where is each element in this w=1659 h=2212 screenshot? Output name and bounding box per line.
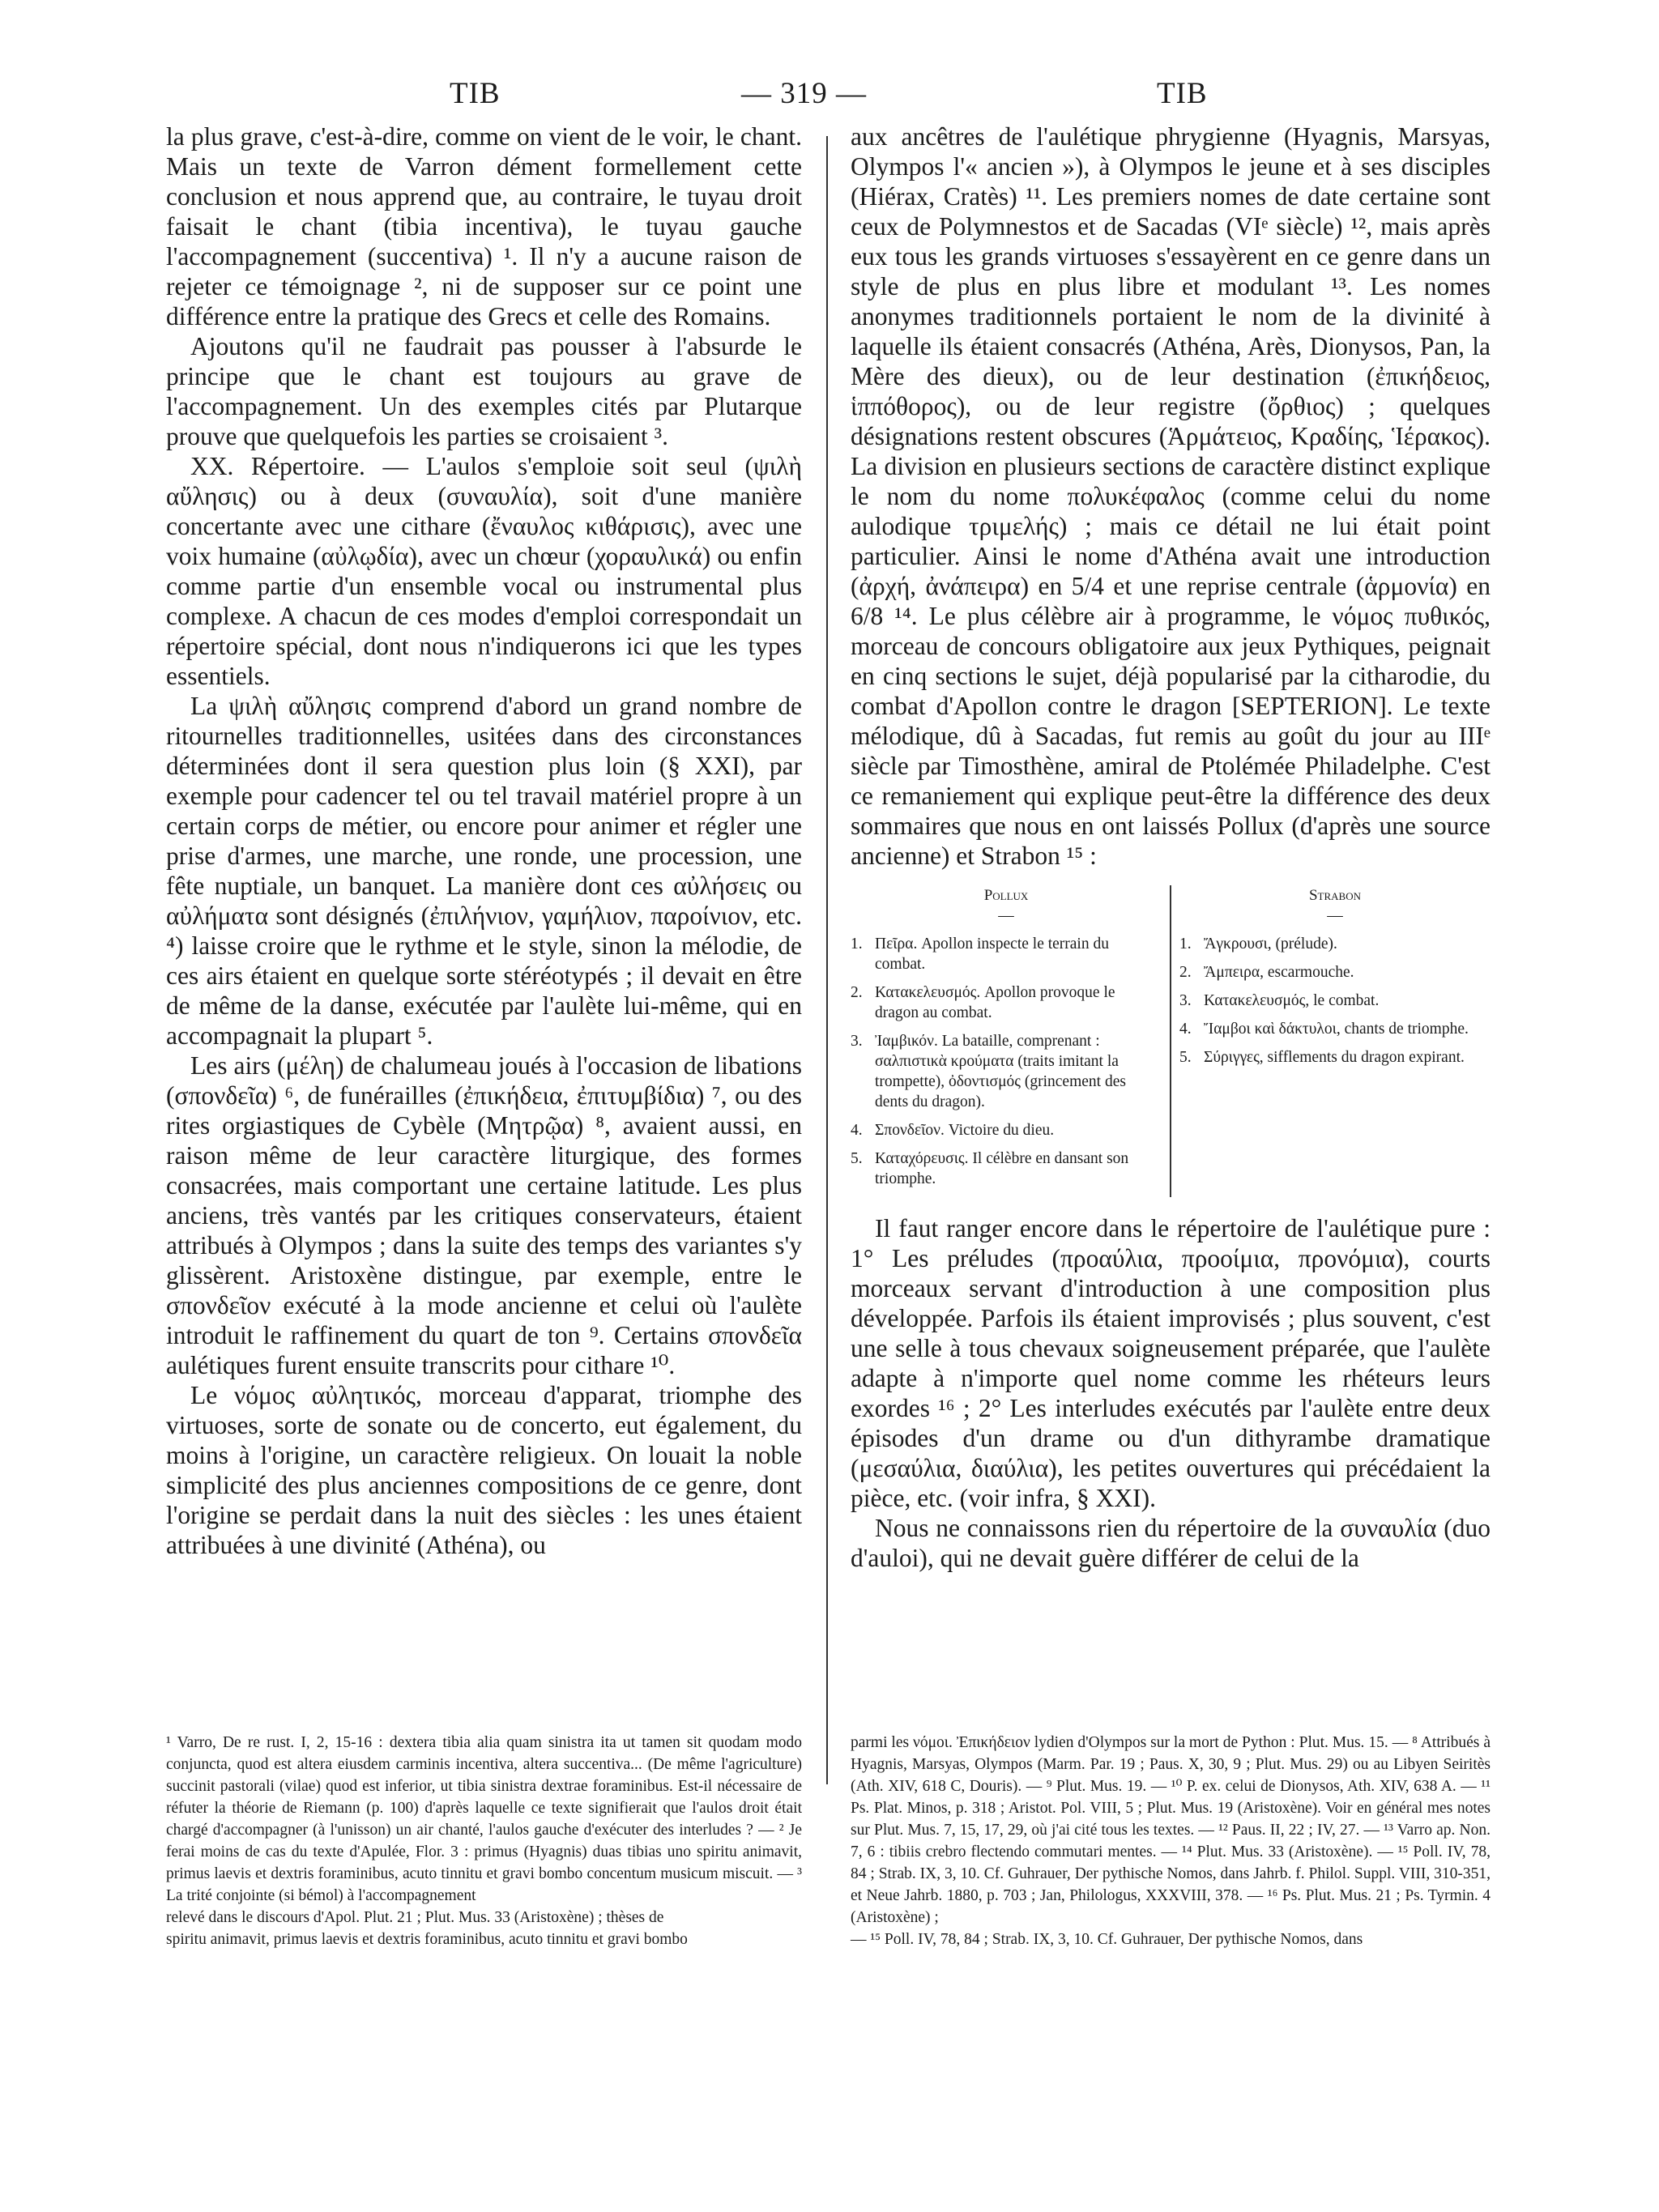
footnote: parmi les νόμοι. Ἐπικήδειον lydien d'Olympos sur la mort de Python : Plut. Mus. 15. — ⁸ Attribués à Hyagnis, Marsyas, Olympos (Marm. Par. 19 ; Paus. X, 30, 9 ; Plut. Mus. 29) ou au Libyen Seiritès (Ath. XIV, 618 C, Douris). — ⁹ Plut. Mus. 19. — ¹⁰ P. ex. celui de Dionysos, Ath. XIV, 638 A. — ¹¹ Ps. Plat. Minos, p. 318 ; Aristot. Pol. VIII, 5 ; Plut. Mus. 19 (Aristoxène). Voir en général mes notes sur Plut. Mus. 7, 15, 17, 29, où j'ai cité tous les textes. — ¹² Paus. II, 22 ; IV, 27. — ¹³ Varro ap. Non. 7, 6 : tibiis crebro flectendo commutari mentes. — ¹⁴ Plut. Mus. 33 (Aristoxène). — ¹⁵ Poll. IV, 78, 84 ; Strab. IX, 3, 10. Cf. Guhrauer, Der pythische Nomos, dans Jahrb. f. Philol. Suppl. VIII, 310-351, et Neue Jahrb. 1880, p. 703 ; Jan, Philologus, XXXVIII, 378. — ¹⁶ Ps. Plut. Mus. 21 ; Ps. Tyrmin. 4 (Aristoxène) ;	[851, 1734, 1491, 1926]
row-text: Κατακελευσμός. Apollon provoque le dragon au combat.	[875, 984, 1115, 1021]
heading-dash: —	[998, 907, 1014, 924]
row-text: Πεῖρα. Apollon inspecte le terrain du combat.	[875, 936, 1109, 973]
paragraph: aux ancêtres de l'aulétique phrygienne (Hyagnis, Marsyas, Olympos l'« ancien »), à Olympos le jeune et à ses disciples (Hiérax, Cratès) ¹¹. Les premiers nomes de date certaine sont ceux de Polymnestos et de Sacadas (VIᵉ siècle) ¹², mais après eux tous les grands virtuoses s'essayèrent en ce genre dans un style de plus en plus libre et modulant ¹³. Les nomes anonymes traditionnels portaient le nom de la divinité à laquelle ils étaient consacrés (Athéna, Arès, Dionysos, Pan, la Mère des dieux), ou de leur destination (ἐπικήδειος, ἱππόθορος), ou de leur registre (ὄρθιος) ; quelques désignations restent obscures (Ἁρμάτειος, Κραδίης, Ἱέρακος). La division en plusieurs sections de caractère distinct explique le nom du nome πολυκέφαλος (comme celui du nome aulodique τριμελής) ; mais ce détail ne lui était point particulier. Ainsi le nome d'Athéna avait une introduction (ἀρχή, ἀνάπειρα) en 5/4 et une reprise centrale (ἁρμονία) en 6/8 ¹⁴. Le plus célèbre air à programme, le νόμος πυθικός, morceau de concours obligatoire aux jeux Pythiques, peignait en cinq sections le sujet, déjà popularisé par la citharodie, du combat d'Apollon contre le dragon [SEPTERION]. Le texte mélodique, dû à Sacadas, fut remis au goût du jour au IIIᵉ siècle par Timosthène, amiral de Ptolémée Philadelphe. C'est ce remaniement qui explique peut-être la différence des deux sommaires que nous en ont laissés Pollux (d'après une source ancienne) et Strabon ¹⁵ :	[851, 122, 1491, 870]
row-number: 3.	[851, 1033, 863, 1050]
page-number: — 319 —	[741, 77, 867, 110]
row-number: 4.	[1179, 1021, 1192, 1038]
row-number: 5.	[1179, 1049, 1192, 1066]
row-text: Σύριγγες, sifflements du dragon expirant.	[1204, 1049, 1465, 1066]
table-row	[1179, 991, 1491, 1011]
row-number: 1.	[851, 936, 863, 953]
paragraph: Il faut ranger encore dans le répertoire de l'aulétique pure : 1° Les préludes (προαύλια, προοίμια, προνόμια), courts morceaux servant d'introduction à une composition plus développée. Parfois ils étaient improvisés ; plus souvent, c'est une selle à tous chevaux soigneusement préparée, que l'aulète adapte à n'importe quel nome comme les rhéteurs leurs exordes ¹⁶ ; 2° Les interludes exécutés par l'aulète entre deux épisodes d'un drame ou d'un dithyrambe dramatique (μεσαύλια, διαύλια), les petites ouvertures qui précédaient la pièce, etc. (voir infra, § XXI).	[851, 1214, 1491, 1512]
table-row	[1179, 962, 1491, 982]
paragraph: Le νόμος αὐλητικός, morceau d'apparat, triomphe des virtuoses, sorte de sonate ou de concerto, eut également, du moins à l'origine, un caractère religieux. On louait la noble simplicité des plus anciennes compositions de ce genre, dont l'origine se perdait dans la nuit des siècles : les unes étaient attribuées à une divinité (Athéna), ou	[166, 1381, 802, 1559]
footnotes-left	[166, 1732, 802, 1950]
table-row	[1179, 1047, 1491, 1068]
row-number: 3.	[1179, 992, 1192, 1009]
section-heading-paragraph: XX. Répertoire. — L'aulos s'emploie soit seul (ψιλὴ αὔλησις) ou à deux (συναυλία), soit d'une manière concertante avec une cithare (ἔναυλος κιθάρισις), avec une voix humaine (αὐλῳδία), avec un chœur (χοραυλικά) ou enfin comme partie d'un ensemble vocal ou instrumental plus complexe. A chacun de ces modes d'emploi correspondait un répertoire spécial, dont nous n'indiquerons ici que les types essentiels.	[166, 452, 802, 690]
strabon-heading: Strabon	[1308, 887, 1361, 904]
row-text: Ἄγκρουσι, (prélude).	[1204, 936, 1337, 953]
row-text: Ἴαμβοι καὶ δάκτυλοι, chants de triomphe.	[1204, 1021, 1469, 1038]
running-head-left: TIB	[450, 77, 501, 110]
paragraph: La ψιλὴ αὔλησις comprend d'abord un grand nombre de ritournelles traditionnelles, usitées dans des circonstances déterminées dont il sera question plus loin (§ XXI), par exemple pour cadencer tel ou tel travail matériel propre à un certain corps de métier, ou encore pour animer et régler une prise d'armes, une marche, une ronde, une procession, une fête nuptiale, un banquet. La manière dont ces αὐλήσεις ou αὐλήματα sont désignés (ἐπιλήνιον, γαμήλιον, παροίνιον, etc. ⁴) laisse croire que le rythme et le style, sinon la mélodie, de ces airs étaient en quelque sorte stéréotypés ; il devait en être de même de la danse, exécutée par l'aulète lui-même, qui en accompagnait la plupart ⁵.	[166, 692, 802, 1050]
table-row	[851, 1031, 1162, 1112]
paragraph: Nous ne connaissons rien du répertoire de la συναυλία (duo d'auloi), qui ne devait guère différer de celui de la	[851, 1514, 1491, 1572]
pollux-column	[851, 885, 1170, 1197]
footnote: — ¹⁵ Poll. IV, 78, 84 ; Strab. IX, 3, 10. Cf. Guhrauer, Der pythische Nomos, dans	[851, 1931, 1363, 1948]
row-number: 2.	[1179, 964, 1192, 981]
row-text: Ἄμπειρα, escarmouche.	[1204, 964, 1354, 981]
row-number: 1.	[1179, 936, 1192, 953]
table-row	[851, 934, 1162, 974]
paragraph: Les airs (μέλη) de chalumeau joués à l'occasion de libations (σπονδεῖα) ⁶, de funérailles (ἐπικήδεια, ἐπιτυμβίδια) ⁷, ou des rites orgiastiques de Cybèle (Μητρῷα) ⁸, avaient aussi, en raison même de leur caractère liturgique, des formes consacrées, mais comportant une certaine latitude. Les plus anciens, très vantés par les critiques conservateurs, étaient attribués à Olympos ; dans la suite des temps des variantes s'y glissèrent. Aristoxène distingue, par exemple, entre le σπονδεῖον exécuté à la mode ancienne et celui où l'aulète introduit le raffinement du quart de ton ⁹. Certains σπονδεῖα aulétiques furent ensuite transcrits pour cithare ¹⁰.	[166, 1051, 802, 1379]
table-row	[851, 1120, 1162, 1140]
column-divider	[826, 136, 828, 1784]
table-row	[1179, 934, 1491, 954]
right-column	[851, 121, 1491, 1573]
footnote: ¹ Varro, De re rust. I, 2, 15-16 : dextera tibia alia quam sinistra ita ut tamen sit quodam modo conjuncta, quod est altera eiusdem carminis incentiva, altera succentiva... (De même l'agriculture) succinit pastorali (vilae) quod est inferior, ut tibia sinistra dextrae foraminibus. Est-il nécessaire de réfuter la théorie de Riemann (p. 100) d'après laquelle ce texte signifierait que l'aulos droit était chargé d'accompagner (à l'unisson) un air chanté, l'aulos gauche d'exécuter des interludes ? — ² Je ferai moins de cas du texte d'Apulée, Flor. 3 : primus (Hyagnis) duas tibias uno spiritu animavit, primus laevis et dextris foraminibus, acuto tinnitu et gravi bombo concentum musicum miscuit. — ³ La trité conjointe (si bémol) à l'accompagnement	[166, 1734, 802, 1904]
row-text: Ἰαμβικόν. La bataille, comprenant : σαλπιστικὰ κρούματα (traits imitant la trompette), ὀδοντισμός (grincement des dents du dragon).	[875, 1033, 1126, 1110]
paragraph: Ajoutons qu'il ne faudrait pas pousser à l'absurde le principe que le chant est toujours au grave de l'accompagnement. Un des exemples cités par Plutarque prouve que quelquefois les parties se croisaient ³.	[166, 332, 802, 450]
table-row	[1179, 1019, 1491, 1039]
paragraph: la plus grave, c'est-à-dire, comme on vient de le voir, le chant. Mais un texte de Varron dément formellement cette conclusion et nous apprend que, au contraire, le tuyau droit faisait le chant (tibia incentiva), le tuyau gauche l'accompagnement (succentiva) ¹. Il n'y a aucune raison de rejeter ce témoignage ², ni de supposer sur ce point une différence entre la pratique des Grecs et celle des Romains.	[166, 122, 802, 330]
left-column	[166, 121, 802, 1560]
strabon-column	[1170, 885, 1491, 1197]
table-row	[851, 982, 1162, 1023]
row-text: Καταχόρευσις. Il célèbre en dansant son triomphe.	[875, 1150, 1129, 1187]
footnote: spiritu animavit, primus laevis et dextris foraminibus, acuto tinnitu et gravi bombo	[166, 1931, 688, 1948]
row-number: 4.	[851, 1122, 863, 1139]
footnotes-right	[851, 1732, 1491, 1950]
comparison-table	[851, 885, 1491, 1197]
table-row	[851, 1149, 1162, 1189]
heading-dash: —	[1327, 907, 1343, 924]
footnote: relevé dans le discours d'Apol. Plut. 21 ; Plut. Mus. 33 (Aristoxène) ; thèses de	[166, 1909, 664, 1926]
running-head-right: TIB	[1157, 77, 1208, 110]
row-text: Σπονδεῖον. Victoire du dieu.	[875, 1122, 1055, 1139]
pollux-heading: Pollux	[983, 887, 1029, 904]
row-number: 2.	[851, 984, 863, 1001]
row-number: 5.	[851, 1150, 863, 1167]
row-text: Κατακελευσμός, le combat.	[1204, 992, 1380, 1009]
